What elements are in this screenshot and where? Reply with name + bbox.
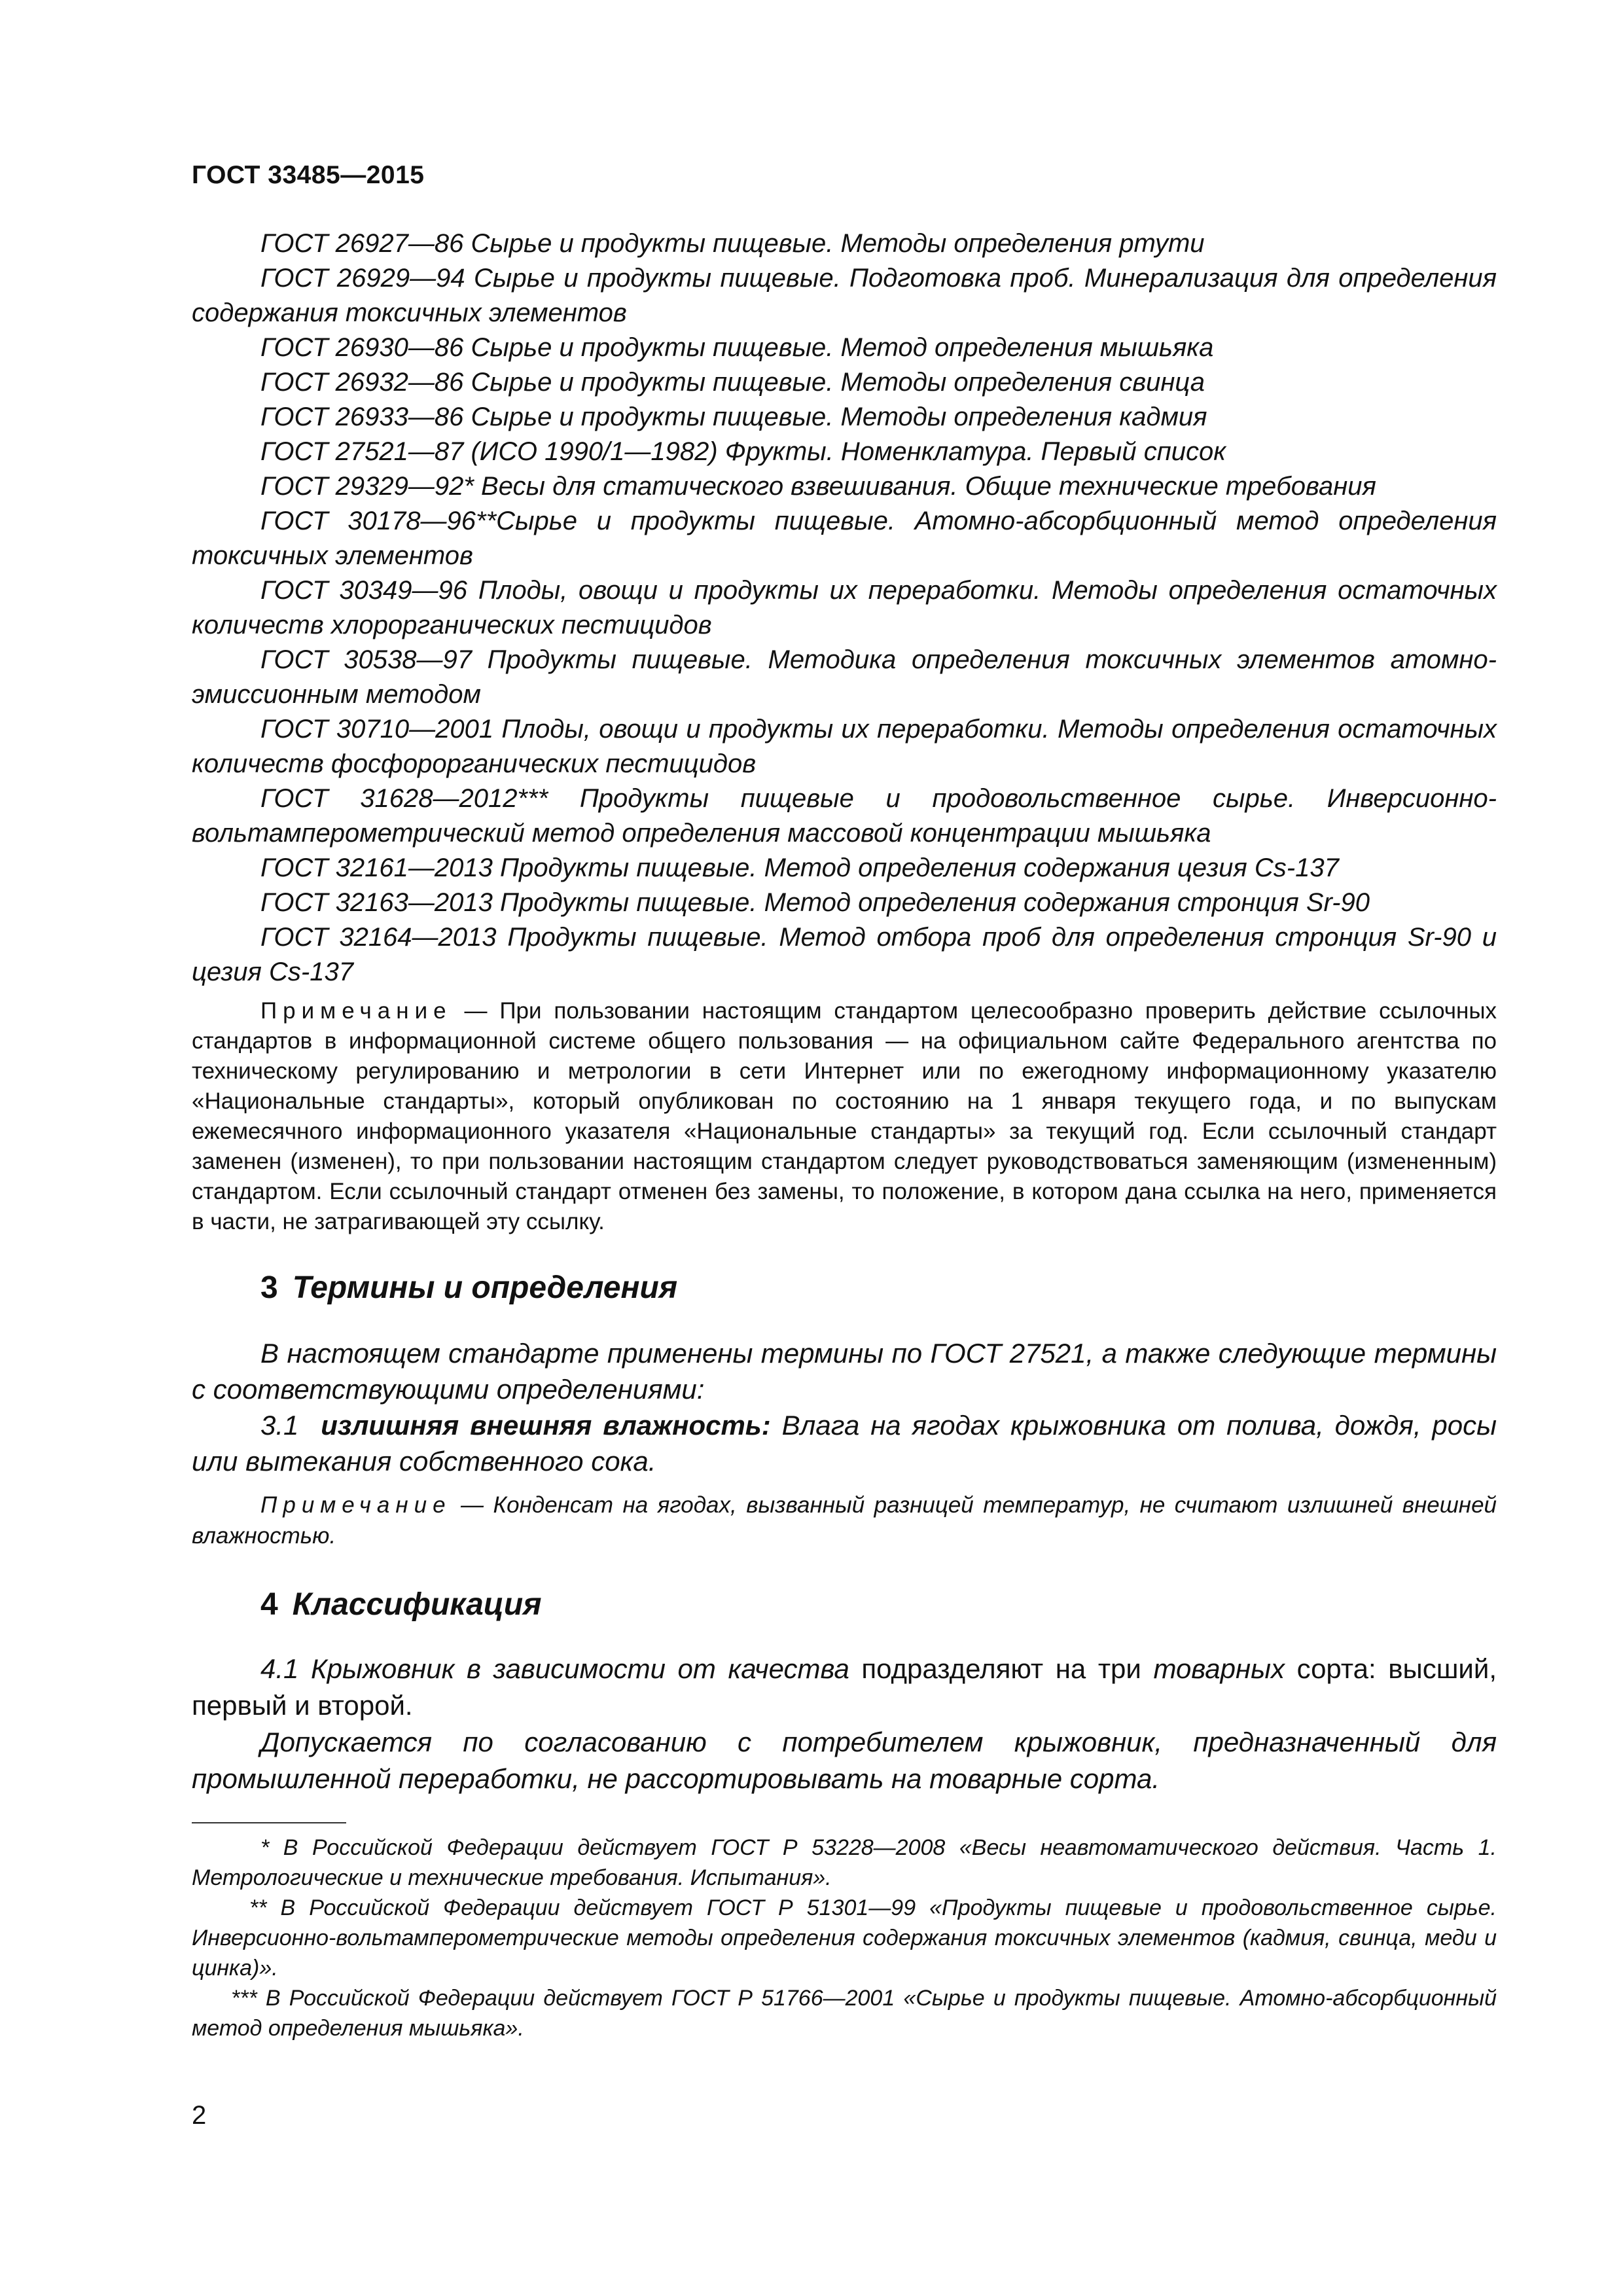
- reference-item: ГОСТ 26929—94 Сырье и продукты пищевые. Подготовка проб. Минерализация для определения содержания токсичных элементов: [192, 264, 1497, 327]
- term-definition: [192, 1407, 1497, 1479]
- reference-item: ГОСТ 29329—92* Весы для статического взвешивания. Общие технические требования: [260, 472, 1376, 501]
- section-3-heading: [260, 1270, 677, 1306]
- p1-italic-b: товарных: [1153, 1653, 1285, 1684]
- references-note: [192, 996, 1497, 1237]
- footnote-item: ** В Российской Федерации действует ГОСТ Р 51301—99 «Продукты пищевые и продовольственное сырье. Инверсионно-вольтамперометрические методы определения содержания токсичных элементов (кадмия, свинца, меди и цинка)».: [192, 1895, 1497, 1981]
- section-4-number: 4: [260, 1587, 278, 1622]
- term-note-text: — Конденсат на ягодах, вызванный разницей температур, не считают излишней внешней влажностью.: [192, 1492, 1497, 1549]
- reference-item: ГОСТ 32164—2013 Продукты пищевые. Метод отбора проб для определения стронция Sr-90 и цезия Cs-137: [192, 923, 1497, 986]
- note-label: Примечание: [260, 998, 452, 1024]
- section-4-heading: [260, 1587, 541, 1623]
- page-number: 2: [192, 2101, 207, 2130]
- reference-item: ГОСТ 30178—96**Сырье и продукты пищевые. Атомно-абсорбционный метод определения токсичных элементов: [192, 507, 1497, 570]
- reference-item: ГОСТ 30710—2001 Плоды, овощи и продукты их переработки. Методы определения остаточных количеств фосфорорганических пестицидов: [192, 715, 1497, 778]
- normative-references-list: [192, 226, 1497, 990]
- p1-normal-b: сорта: высший, первый и второй.: [192, 1653, 1497, 1721]
- footnote-item: *** В Российской Федерации действует ГОСТ Р 51766—2001 «Сырье и продукты пищевые. Атомно-абсорбционный метод определения мышьяка».: [192, 1986, 1497, 2041]
- section-3-body: [192, 1335, 1497, 1479]
- reference-item: ГОСТ 32161—2013 Продукты пищевые. Метод определения содержания цезия Cs-137: [260, 853, 1339, 882]
- section-3-number: 3: [260, 1270, 278, 1305]
- reference-item: ГОСТ 30538—97 Продукты пищевые. Методика определения токсичных элементов атомно-эмиссионным методом: [192, 645, 1497, 709]
- page-header-doc-id: ГОСТ 33485—2015: [192, 161, 425, 189]
- section-3-title: Термины и определения: [292, 1270, 678, 1305]
- reference-item: ГОСТ 26932—86 Сырье и продукты пищевые. Методы определения свинца: [260, 368, 1205, 397]
- term-note-label: Примечание: [260, 1492, 452, 1518]
- reference-item: ГОСТ 30349—96 Плоды, овощи и продукты их переработки. Методы определения остаточных количеств хлорорганических пестицидов: [192, 576, 1497, 639]
- reference-item: ГОСТ 32163—2013 Продукты пищевые. Метод определения содержания стронция Sr-90: [260, 888, 1370, 917]
- reference-item: ГОСТ 31628—2012*** Продукты пищевые и продовольственное сырье. Инверсионно-вольтамперометрический метод определения массовой концентрации мышьяка: [192, 784, 1497, 848]
- reference-item: ГОСТ 27521—87 (ИСО 1990/1—1982) Фрукты. Номенклатура. Первый список: [260, 437, 1226, 466]
- term-note: [192, 1490, 1497, 1551]
- section-3-intro: В настоящем стандарте применены термины по ГОСТ 27521, а также следующие термины с соответствующими определениями:: [192, 1338, 1497, 1405]
- p1-italic-a: 4.1 Крыжовник в зависимости от качества: [260, 1653, 849, 1684]
- footnote-item: * В Российской Федерации действует ГОСТ Р 53228—2008 «Весы неавтоматического действия. Часть 1. Метрологические и технические требования. Испытания».: [192, 1835, 1497, 1890]
- section-4-paragraph-2: Допускается по согласованию с потребителем крыжовник, предназначенный для промышленной переработки, не рассортировывать на товарные сорта.: [192, 1727, 1497, 1794]
- term-definition-text: Влага на ягодах крыжовника от полива, дождя, росы или вытекания собственного сока.: [192, 1410, 1497, 1477]
- term-name: излишняя внешняя влажность:: [321, 1410, 771, 1441]
- note-text: — При пользовании настоящим стандартом целесообразно проверить действие ссылочных стандартов в информационной системе общего пользования — на официальном сайте Федерального агентства по техническому регулированию и метрологии в сети Интернет или по ежегодному информационному указателю «Национальные стандарты», который опубликован по состоянию на 1 января текущего года, и по выпускам ежемесячного информационного указателя «Национальные стандарты» за текущий год. Если ссылочный стандарт заменен (изменен), то при пользовании настоящим стандартом следует руководствоваться заменяющим (измененным) стандартом. Если ссылочный стандарт отменен без замены, то положение, в котором дана ссылка на него, применяется в части, не затрагивающей эту ссылку.: [192, 998, 1497, 1234]
- term-number: 3.1: [260, 1410, 299, 1441]
- footnotes: [192, 1833, 1497, 2043]
- reference-item: ГОСТ 26930—86 Сырье и продукты пищевые. Метод определения мышьяка: [260, 333, 1214, 362]
- footnote-separator: [192, 1822, 346, 1823]
- p1-normal-a: подразделяют на три: [849, 1653, 1154, 1684]
- section-4-paragraph-1: [192, 1651, 1497, 1724]
- reference-item: ГОСТ 26927—86 Сырье и продукты пищевые. Методы определения ртути: [260, 229, 1205, 258]
- section-4-title: Классификация: [292, 1587, 542, 1622]
- reference-item: ГОСТ 26933—86 Сырье и продукты пищевые. Методы определения кадмия: [260, 403, 1207, 431]
- section-4-body: [192, 1651, 1497, 1797]
